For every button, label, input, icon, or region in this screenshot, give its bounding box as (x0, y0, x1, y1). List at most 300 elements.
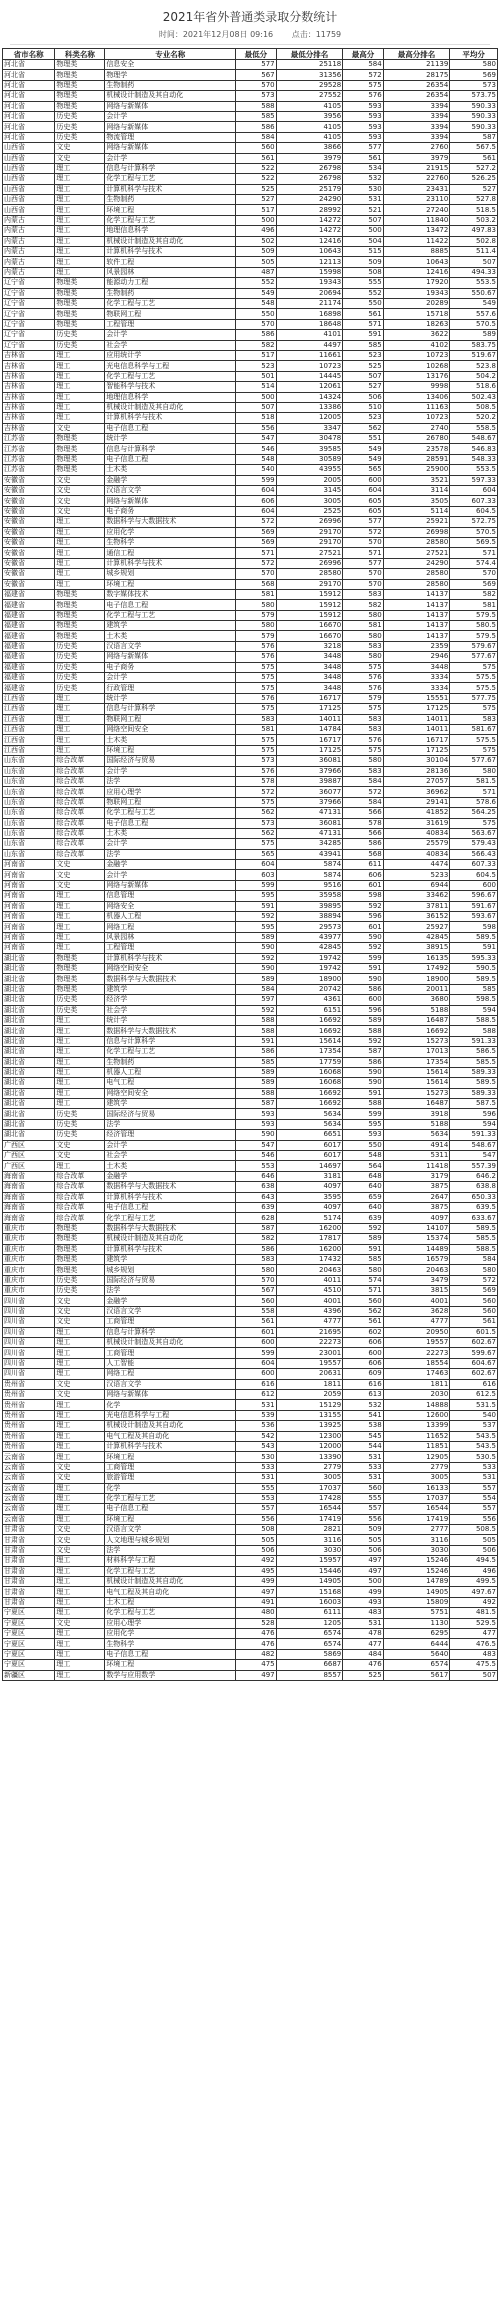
cell-category: 文史 (55, 1473, 105, 1483)
cell-category: 综合改革 (55, 1202, 105, 1212)
cell-major: 网络空间安全 (105, 1088, 236, 1098)
cell-min-score: 548 (236, 298, 276, 308)
cell-major: 社会学 (105, 1151, 236, 1161)
cell-max-rank: 6444 (383, 1639, 450, 1649)
cell-min-rank: 16717 (276, 693, 343, 703)
cell-max-rank: 17037 (383, 1493, 450, 1503)
cell-province: 湖北省 (3, 1078, 55, 1088)
cell-category: 理工 (55, 1608, 105, 1618)
cell-province: 宁夏区 (3, 1639, 55, 1649)
cell-max-rank: 6295 (383, 1628, 450, 1638)
table-row (3, 1400, 498, 1410)
cell-min-rank: 6651 (276, 1130, 343, 1140)
cell-major: 电子商务 (105, 662, 236, 672)
cell-max-rank: 27240 (383, 205, 450, 215)
cell-major: 法学 (105, 1545, 236, 1555)
cell-min-score: 570 (236, 319, 276, 329)
cell-max-rank: 15551 (383, 693, 450, 703)
cell-max-rank: 26354 (383, 80, 450, 90)
cell-min-rank: 5869 (276, 1649, 343, 1659)
cell-major: 汉语言文学 (105, 1306, 236, 1316)
cell-min-score: 517 (236, 350, 276, 360)
cell-category: 文史 (55, 1618, 105, 1628)
cell-avg-score: 598 (450, 922, 498, 932)
cell-min-score: 556 (236, 423, 276, 433)
cell-max-rank: 38915 (383, 943, 450, 953)
table-row (3, 1275, 498, 1285)
cell-province: 四川省 (3, 1369, 55, 1379)
table-row (3, 1026, 498, 1036)
cell-province: 云南省 (3, 1473, 55, 1483)
table-row (3, 506, 498, 516)
cell-province: 广西区 (3, 1140, 55, 1150)
cell-category: 物理类 (55, 278, 105, 288)
cell-max-score: 532 (343, 174, 383, 184)
cell-province: 广西区 (3, 1161, 55, 1171)
cell-max-score: 552 (343, 288, 383, 298)
cell-category: 物理类 (55, 70, 105, 80)
cell-min-rank: 12000 (276, 1441, 343, 1451)
cell-province: 河北省 (3, 60, 55, 70)
cell-min-score: 476 (236, 1628, 276, 1638)
cell-major: 计算机科学与技术 (105, 184, 236, 194)
cell-avg-score: 577.67 (450, 756, 498, 766)
cell-max-score: 583 (343, 589, 383, 599)
cell-max-rank: 19343 (383, 288, 450, 298)
cell-max-rank: 15614 (383, 1067, 450, 1077)
cell-major: 机器人工程 (105, 1067, 236, 1077)
cell-province: 湖北省 (3, 963, 55, 973)
cell-max-rank: 20950 (383, 1327, 450, 1337)
cell-min-score: 567 (236, 70, 276, 80)
cell-avg-score: 560 (450, 1296, 498, 1306)
cell-avg-score: 581.67 (450, 725, 498, 735)
cell-category: 文史 (55, 1379, 105, 1389)
cell-min-score: 577 (236, 60, 276, 70)
table-row (3, 1306, 498, 1316)
cell-max-rank: 5188 (383, 1119, 450, 1129)
cell-max-score: 592 (343, 943, 383, 953)
cell-min-score: 547 (236, 434, 276, 444)
table-row (3, 1390, 498, 1400)
cell-max-rank: 17125 (383, 745, 450, 755)
cell-max-score: 591 (343, 1244, 383, 1254)
table-row (3, 1660, 498, 1670)
cell-min-rank: 36081 (276, 818, 343, 828)
cell-category: 物理类 (55, 309, 105, 319)
header-max-score: 最高分 (343, 49, 383, 60)
table-row (3, 745, 498, 755)
cell-min-rank: 21695 (276, 1327, 343, 1337)
cell-min-rank: 8557 (276, 1670, 343, 1680)
table-row (3, 1504, 498, 1514)
cell-category: 理工 (55, 1649, 105, 1659)
cell-major: 生物制药 (105, 288, 236, 298)
cell-province: 云南省 (3, 1504, 55, 1514)
cell-min-score: 495 (236, 1566, 276, 1576)
cell-max-rank: 3505 (383, 496, 450, 506)
cell-max-rank: 28580 (383, 569, 450, 579)
cell-min-rank: 4777 (276, 1317, 343, 1327)
cell-category: 理工 (55, 537, 105, 547)
cell-province: 河北省 (3, 122, 55, 132)
cell-min-score: 597 (236, 995, 276, 1005)
cell-province: 山东省 (3, 828, 55, 838)
cell-min-rank: 5634 (276, 1119, 343, 1129)
cell-min-score: 546 (236, 444, 276, 454)
cell-province: 宁夏区 (3, 1608, 55, 1618)
cell-min-score: 568 (236, 579, 276, 589)
cell-province: 安徽省 (3, 496, 55, 506)
cell-max-score: 595 (343, 1119, 383, 1129)
cell-category: 物理类 (55, 953, 105, 963)
cell-category: 综合改革 (55, 1182, 105, 1192)
cell-min-rank: 28580 (276, 569, 343, 579)
cell-max-score: 576 (343, 673, 383, 683)
cell-province: 江苏省 (3, 434, 55, 444)
cell-province: 河南省 (3, 912, 55, 922)
cell-min-score: 581 (236, 589, 276, 599)
table-row (3, 1005, 498, 1015)
cell-max-score: 549 (343, 454, 383, 464)
cell-max-rank: 26998 (383, 527, 450, 537)
cell-max-rank: 16487 (383, 1099, 450, 1109)
cell-avg-score: 589.33 (450, 1088, 498, 1098)
cell-major: 风景园林 (105, 932, 236, 942)
cell-max-rank: 3394 (383, 101, 450, 111)
table-row (3, 849, 498, 859)
cell-province: 海南省 (3, 1171, 55, 1181)
cell-max-rank: 2760 (383, 143, 450, 153)
cell-min-rank: 27552 (276, 91, 343, 101)
cell-min-score: 588 (236, 1088, 276, 1098)
divider (10, 44, 490, 45)
cell-avg-score: 589.5 (450, 1223, 498, 1233)
cell-max-score: 476 (343, 1660, 383, 1670)
cell-avg-score: 577.75 (450, 693, 498, 703)
cell-major: 应用心理学 (105, 1618, 236, 1628)
cell-avg-score: 508.5 (450, 1525, 498, 1535)
cell-avg-score: 557.6 (450, 309, 498, 319)
cell-province: 宁夏区 (3, 1628, 55, 1638)
cell-category: 综合改革 (55, 756, 105, 766)
cell-category: 理工 (55, 1431, 105, 1441)
cell-province: 吉林省 (3, 402, 55, 412)
cell-max-rank: 5114 (383, 506, 450, 516)
table-row (3, 1525, 498, 1535)
cell-major: 计算机科学与技术 (105, 558, 236, 568)
cell-major: 智能科学与技术 (105, 382, 236, 392)
cell-category: 文史 (55, 1296, 105, 1306)
cell-province: 山东省 (3, 756, 55, 766)
cell-category: 物理类 (55, 465, 105, 475)
cell-min-score: 565 (236, 849, 276, 859)
cell-category: 理工 (55, 215, 105, 225)
table-row (3, 818, 498, 828)
cell-max-score: 591 (343, 963, 383, 973)
cell-major: 土木类 (105, 465, 236, 475)
cell-category: 文史 (55, 143, 105, 153)
cell-min-rank: 26996 (276, 517, 343, 527)
cell-major: 应用统计学 (105, 350, 236, 360)
cell-max-rank: 3875 (383, 1202, 450, 1212)
table-row (3, 1493, 498, 1503)
cell-category: 物理类 (55, 298, 105, 308)
cell-min-rank: 12005 (276, 413, 343, 423)
cell-province: 重庆市 (3, 1275, 55, 1285)
cell-max-rank: 3005 (383, 1473, 450, 1483)
cell-min-score: 518 (236, 413, 276, 423)
cell-major: 机器人工程 (105, 912, 236, 922)
cell-max-rank: 14137 (383, 631, 450, 641)
cell-min-rank: 3866 (276, 143, 343, 153)
cell-category: 历史类 (55, 122, 105, 132)
cell-major: 化学 (105, 1400, 236, 1410)
cell-province: 贵州省 (3, 1421, 55, 1431)
cell-max-score: 588 (343, 1099, 383, 1109)
cell-province: 安徽省 (3, 537, 55, 547)
cell-province: 河北省 (3, 111, 55, 121)
cell-min-rank: 16898 (276, 309, 343, 319)
cell-min-rank: 9516 (276, 880, 343, 890)
cell-avg-score: 573 (450, 80, 498, 90)
cell-major: 数字媒体技术 (105, 589, 236, 599)
cell-min-rank: 17125 (276, 745, 343, 755)
cell-max-rank: 26354 (383, 91, 450, 101)
cell-major: 社会学 (105, 1005, 236, 1015)
cell-max-score: 593 (343, 111, 383, 121)
table-row (3, 1047, 498, 1057)
cell-province: 吉林省 (3, 371, 55, 381)
cell-category: 历史类 (55, 1286, 105, 1296)
cell-avg-score: 594 (450, 1005, 498, 1015)
cell-avg-score: 589.5 (450, 932, 498, 942)
cell-max-score: 580 (343, 610, 383, 620)
cell-major: 光电信息科学与工程 (105, 361, 236, 371)
cell-province: 安徽省 (3, 579, 55, 589)
cell-major: 化学工程与工艺 (105, 215, 236, 225)
cell-avg-score: 511.4 (450, 247, 498, 257)
cell-max-score: 577 (343, 558, 383, 568)
cell-avg-score: 540 (450, 1410, 498, 1420)
cell-max-rank: 18263 (383, 319, 450, 329)
table-row (3, 589, 498, 599)
cell-max-score: 568 (343, 849, 383, 859)
cell-category: 文史 (55, 1390, 105, 1400)
cell-min-score: 600 (236, 1369, 276, 1379)
cell-max-rank: 36962 (383, 787, 450, 797)
cell-category: 综合改革 (55, 787, 105, 797)
cell-min-rank: 20694 (276, 288, 343, 298)
cell-province: 宁夏区 (3, 1618, 55, 1628)
cell-max-score: 582 (343, 600, 383, 610)
cell-major: 电子信息工程 (105, 423, 236, 433)
cell-min-score: 492 (236, 1556, 276, 1566)
cell-max-rank: 11163 (383, 402, 450, 412)
cell-major: 应用化学 (105, 1628, 236, 1638)
cell-major: 土木类 (105, 828, 236, 838)
cell-major: 数据科学与大数据技术 (105, 1026, 236, 1036)
cell-major: 会计学 (105, 673, 236, 683)
cell-avg-score: 575 (450, 818, 498, 828)
cell-min-rank: 42845 (276, 943, 343, 953)
table-row (3, 143, 498, 153)
cell-max-score: 583 (343, 766, 383, 776)
cell-avg-score: 584 (450, 1254, 498, 1264)
cell-max-rank: 33462 (383, 891, 450, 901)
cell-avg-score: 558.5 (450, 423, 498, 433)
cell-min-rank: 12113 (276, 257, 343, 267)
cell-avg-score: 585.5 (450, 1057, 498, 1067)
cell-min-rank: 3448 (276, 652, 343, 662)
cell-min-rank: 20463 (276, 1265, 343, 1275)
cell-max-rank: 5188 (383, 1005, 450, 1015)
table-row (3, 330, 498, 340)
cell-avg-score: 494.5 (450, 1556, 498, 1566)
cell-province: 福建省 (3, 683, 55, 693)
cell-min-rank: 4105 (276, 132, 343, 142)
cell-max-rank: 2030 (383, 1390, 450, 1400)
table-row (3, 1410, 498, 1420)
cell-province: 内蒙古 (3, 267, 55, 277)
cell-max-rank: 17463 (383, 1369, 450, 1379)
cell-category: 历史类 (55, 1275, 105, 1285)
cell-major: 化学工程与工艺 (105, 298, 236, 308)
cell-avg-score: 604 (450, 486, 498, 496)
cell-max-score: 505 (343, 1535, 383, 1545)
cell-province: 河北省 (3, 101, 55, 111)
cell-province: 湖北省 (3, 974, 55, 984)
cell-max-rank: 28591 (383, 454, 450, 464)
table-row (3, 517, 498, 527)
cell-min-score: 575 (236, 662, 276, 672)
cell-min-score: 561 (236, 153, 276, 163)
cell-category: 理工 (55, 382, 105, 392)
cell-min-rank: 6151 (276, 1005, 343, 1015)
cell-min-rank: 18900 (276, 974, 343, 984)
table-row (3, 797, 498, 807)
cell-category: 理工 (55, 1348, 105, 1358)
cell-min-rank: 14784 (276, 725, 343, 735)
header-major: 专业名称 (105, 49, 236, 60)
cell-major: 物理学 (105, 70, 236, 80)
cell-category: 文史 (55, 423, 105, 433)
cell-avg-score: 589 (450, 330, 498, 340)
cell-avg-score: 580 (450, 766, 498, 776)
cell-province: 甘肃省 (3, 1545, 55, 1555)
cell-major: 会计学 (105, 1140, 236, 1150)
cell-min-rank: 35958 (276, 891, 343, 901)
cell-major: 机械设计制造及其自动化 (105, 236, 236, 246)
cell-avg-score: 579.67 (450, 641, 498, 651)
cell-category: 综合改革 (55, 849, 105, 859)
cell-max-rank: 3622 (383, 330, 450, 340)
cell-min-score: 643 (236, 1192, 276, 1202)
cell-min-rank: 28992 (276, 205, 343, 215)
cell-min-score: 506 (236, 1545, 276, 1555)
cell-major: 生物科学 (105, 1639, 236, 1649)
cell-category: 理工 (55, 402, 105, 412)
cell-major: 经济学 (105, 995, 236, 1005)
table-row (3, 402, 498, 412)
cell-min-score: 514 (236, 382, 276, 392)
cell-max-rank: 16487 (383, 1015, 450, 1025)
cell-major: 建筑学 (105, 1099, 236, 1109)
cell-min-rank: 11661 (276, 350, 343, 360)
cell-min-rank: 3005 (276, 496, 343, 506)
table-row (3, 1265, 498, 1275)
cell-min-score: 528 (236, 1618, 276, 1628)
cell-min-rank: 10723 (276, 361, 343, 371)
cell-max-score: 500 (343, 226, 383, 236)
cell-avg-score: 508.5 (450, 402, 498, 412)
cell-min-rank: 2821 (276, 1525, 343, 1535)
cell-min-score: 584 (236, 984, 276, 994)
cell-province: 吉林省 (3, 382, 55, 392)
table-row (3, 1431, 498, 1441)
cell-max-score: 648 (343, 1171, 383, 1181)
cell-max-rank: 20289 (383, 298, 450, 308)
cell-max-score: 589 (343, 1015, 383, 1025)
cell-min-score: 586 (236, 122, 276, 132)
cell-province: 福建省 (3, 641, 55, 651)
cell-max-score: 484 (343, 1649, 383, 1659)
cell-min-rank: 39895 (276, 901, 343, 911)
cell-min-rank: 3116 (276, 1535, 343, 1545)
cell-category: 物理类 (55, 1254, 105, 1264)
table-row (3, 434, 498, 444)
cell-province: 四川省 (3, 1296, 55, 1306)
cell-max-score: 506 (343, 392, 383, 402)
cell-min-score: 557 (236, 1504, 276, 1514)
cell-major: 生物制药 (105, 1057, 236, 1067)
cell-category: 理工 (55, 943, 105, 953)
cell-major: 社会学 (105, 340, 236, 350)
cell-max-score: 596 (343, 1005, 383, 1015)
table-row (3, 569, 498, 579)
cell-min-rank: 2779 (276, 1462, 343, 1472)
cell-min-score: 600 (236, 1338, 276, 1348)
cell-min-score: 603 (236, 870, 276, 880)
cell-major: 会计学 (105, 153, 236, 163)
cell-category: 文史 (55, 475, 105, 485)
cell-max-score: 600 (343, 1348, 383, 1358)
cell-min-rank: 25118 (276, 60, 343, 70)
cell-avg-score: 590.5 (450, 963, 498, 973)
cell-avg-score: 553.5 (450, 465, 498, 475)
cell-category: 理工 (55, 1026, 105, 1036)
cell-max-score: 534 (343, 163, 383, 173)
cell-major: 计算机科学与技术 (105, 1244, 236, 1254)
cell-min-rank: 4396 (276, 1306, 343, 1316)
table-row (3, 1473, 498, 1483)
cell-min-score: 579 (236, 631, 276, 641)
cell-max-rank: 4474 (383, 860, 450, 870)
cell-category: 理工 (55, 1670, 105, 1680)
cell-max-score: 585 (343, 340, 383, 350)
cell-min-score: 530 (236, 1452, 276, 1462)
cell-avg-score: 503.2 (450, 215, 498, 225)
cell-min-rank: 2059 (276, 1390, 343, 1400)
cell-max-rank: 3334 (383, 673, 450, 683)
cell-max-score: 583 (343, 714, 383, 724)
cell-max-score: 525 (343, 361, 383, 371)
cell-category: 理工 (55, 725, 105, 735)
cell-min-rank: 6574 (276, 1639, 343, 1649)
cell-category: 理工 (55, 527, 105, 537)
cell-avg-score: 497.83 (450, 226, 498, 236)
cell-min-rank: 14445 (276, 371, 343, 381)
